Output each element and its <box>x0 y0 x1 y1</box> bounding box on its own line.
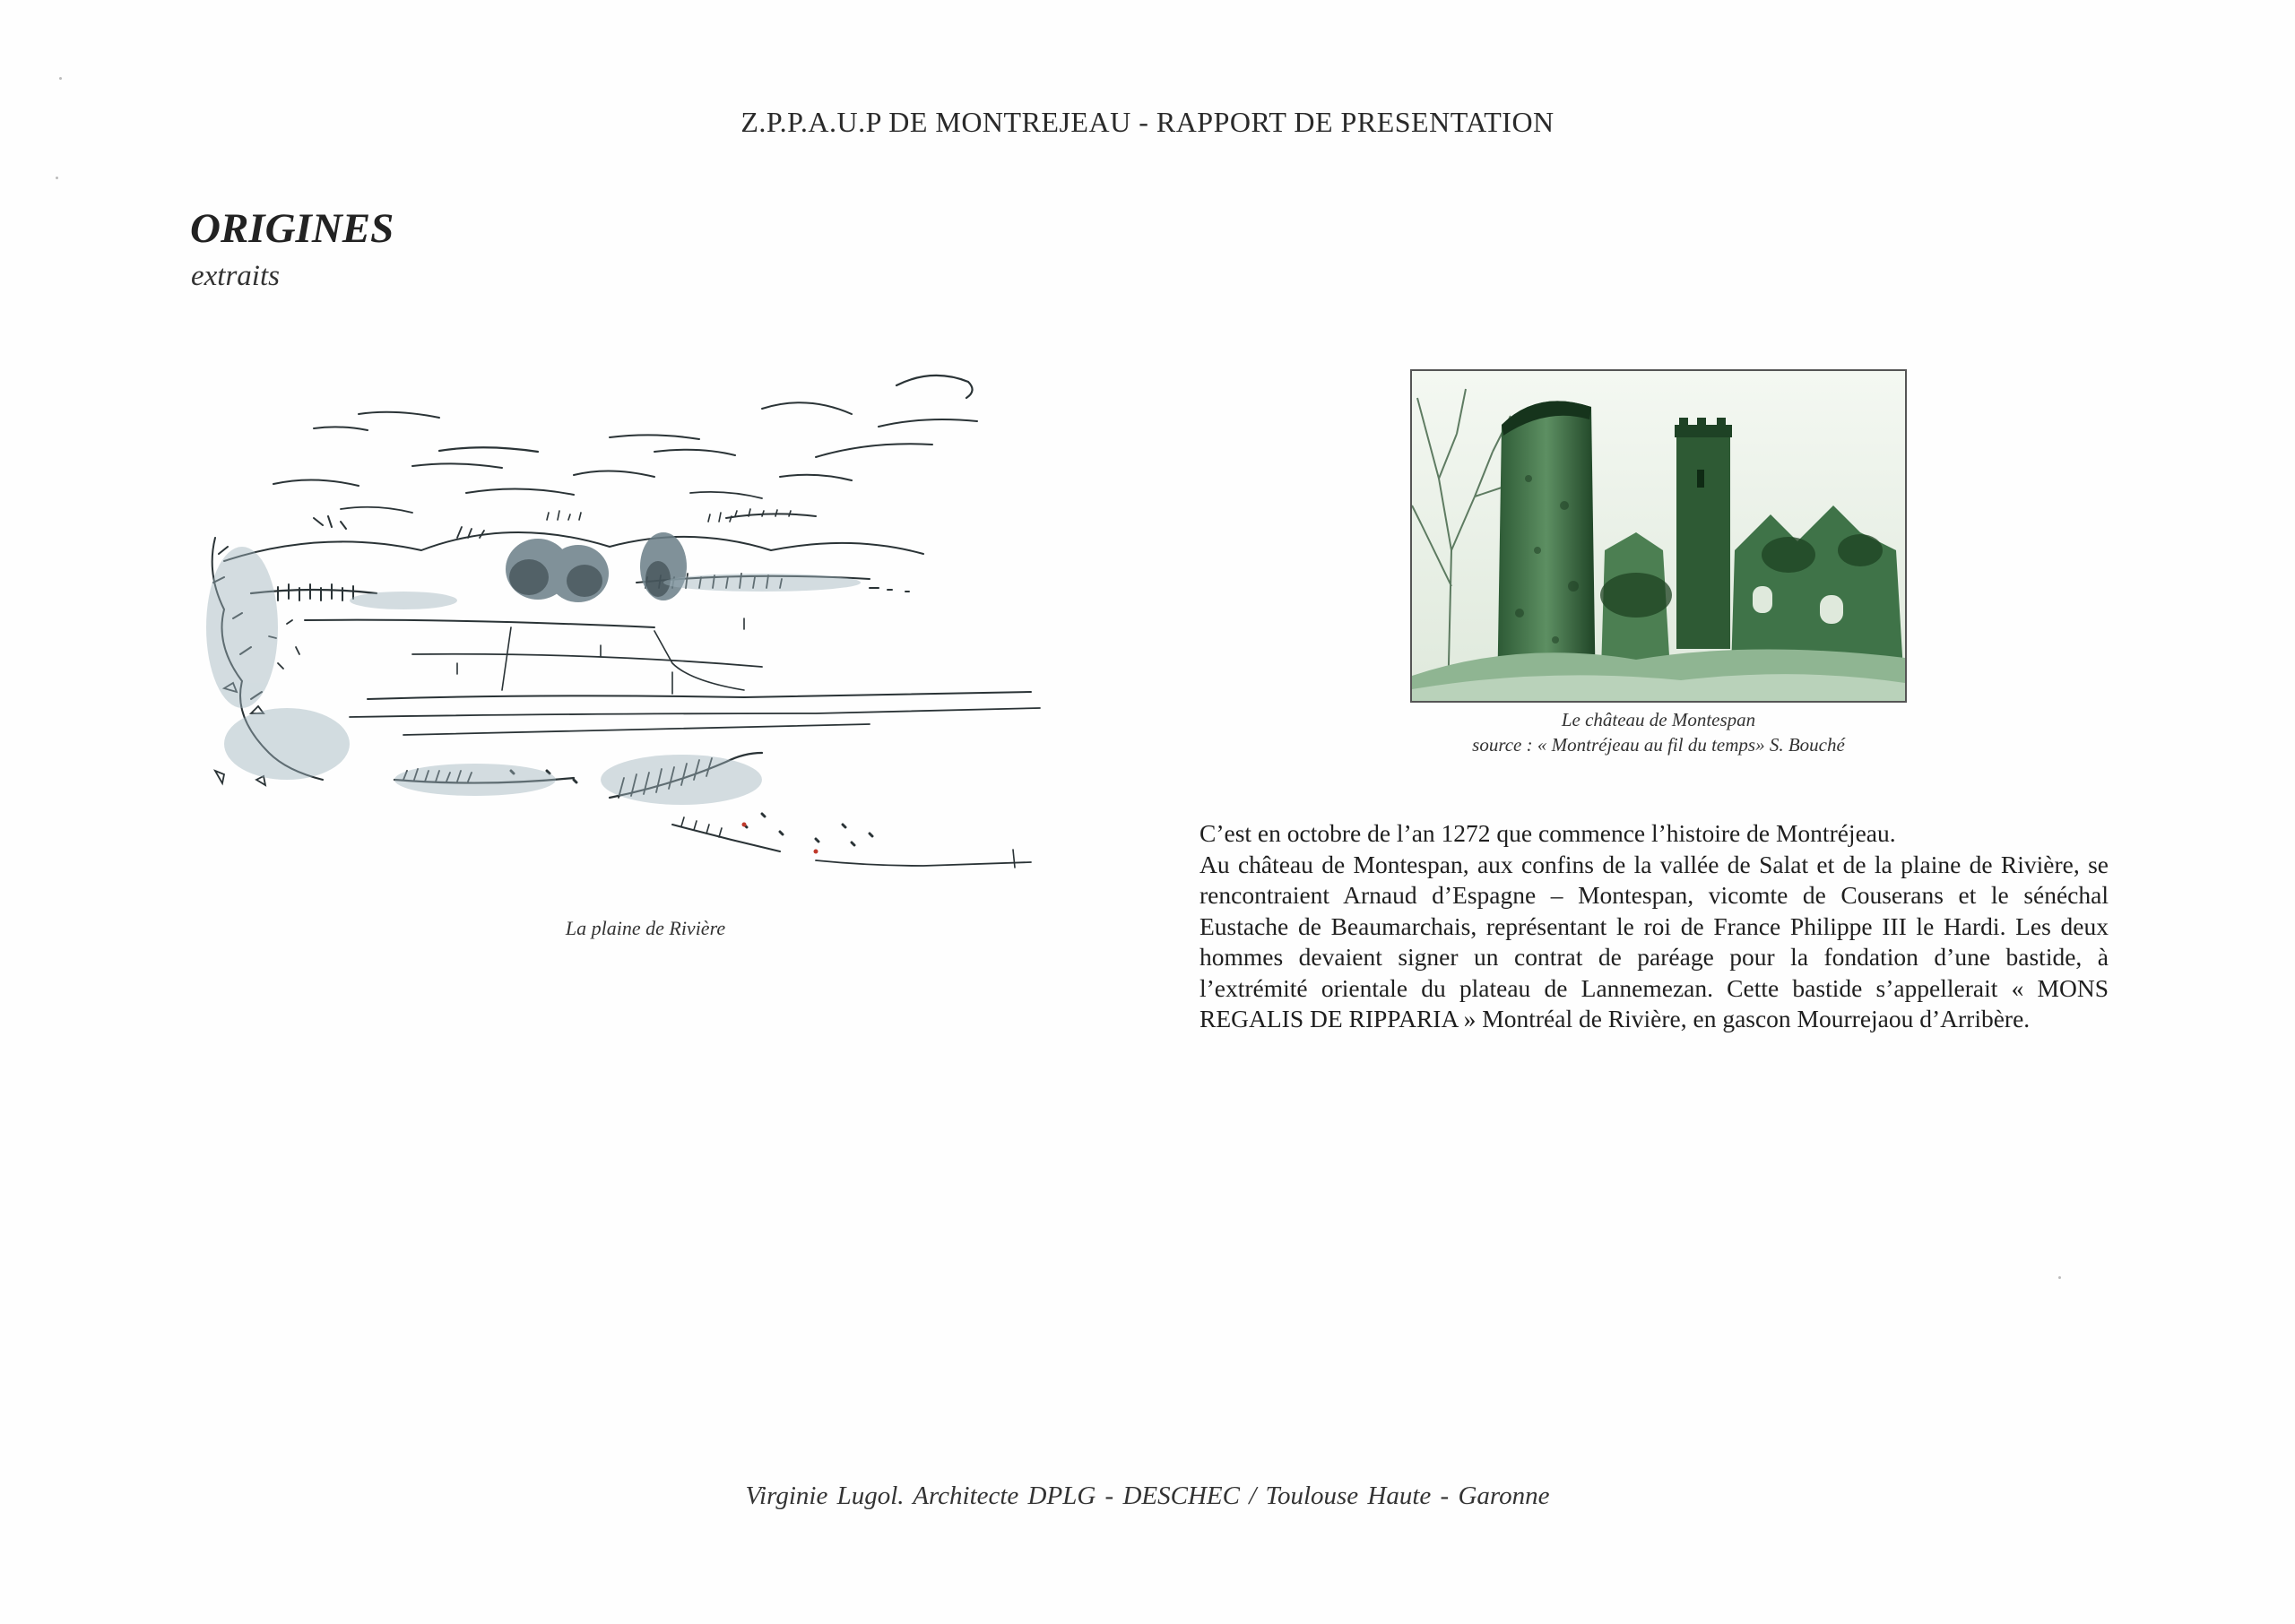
castle-photo-image <box>1412 371 1905 701</box>
section-subtitle: extraits <box>191 260 280 292</box>
section-title: ORIGINES <box>190 205 394 252</box>
scan-speck <box>56 177 58 179</box>
landscape-sketch <box>188 358 1049 896</box>
sketch-caption: La plaine de Rivière <box>565 917 726 939</box>
photo-caption-source: source : « Montréjeau au fil du temps» S. Bouché <box>1472 734 1845 756</box>
scan-speck <box>59 77 62 80</box>
landscape-sketch-drawing <box>188 358 1049 896</box>
history-paragraph: Au château de Montespan, aux confins de la vallée de Salat et de la plaine de Rivière, se rencontraient Arnaud d’Espagne – Montespan, vicomte de Couserans et le sénéchal Eustache de Beaumarchais, représentant le roi de France Philippe III le Hardi. Les deux hommes devaient signer un contrat de paréage pour la fondation d’une bastide, à l’extrémité orientale du plateau de Lannemezan. Cette bastide s’appellerait « MONS REGALIS DE RIPPARIA » Montréal de Rivière, en gascon Mourrejaou d’Arribère. <box>1199 850 2109 1032</box>
castle-photo <box>1410 369 1907 703</box>
document-footer: Virginie Lugol. Architecte DPLG - DESCHEC / Toulouse Haute - Garonne <box>745 1481 1550 1510</box>
history-intro: C’est en octobre de l’an 1272 que commence l’histoire de Montréjeau. <box>1199 819 1896 847</box>
scan-speck <box>2058 1276 2061 1279</box>
photo-caption <box>1345 707 1972 757</box>
history-text <box>1199 818 2109 1035</box>
photo-caption-title: Le château de Montespan <box>1561 709 1756 730</box>
document-header: Z.P.P.A.U.P DE MONTREJEAU - RAPPORT DE PRESENTATION <box>740 106 1555 138</box>
